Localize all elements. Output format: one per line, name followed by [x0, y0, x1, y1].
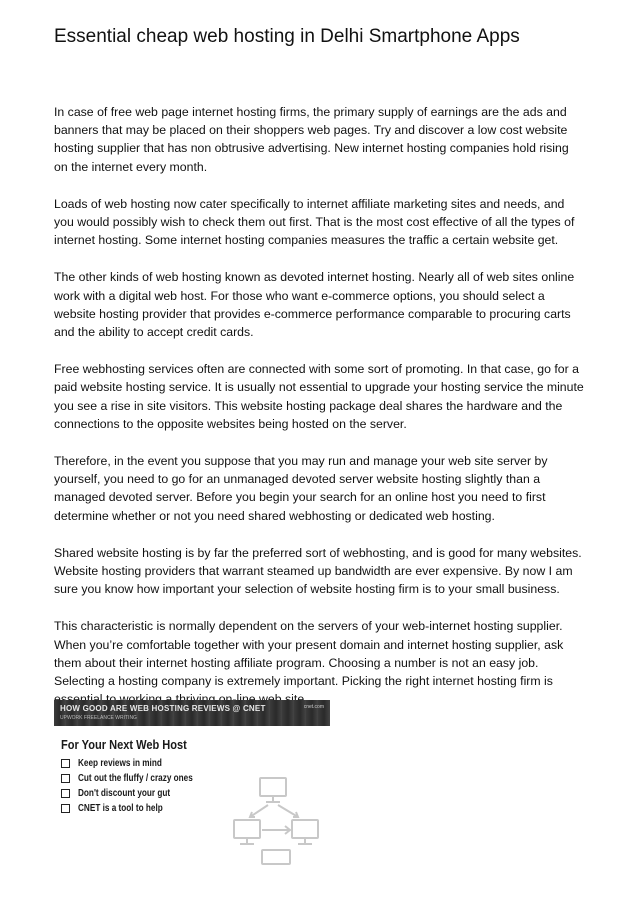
paragraph-6: Shared website hosting is by far the preferred sort of webhosting, and is good for many websites. Website hosting providers that warrant steamed up bandwidth are ever expensive. By now I am sure you know how important your selection of website hosting firm is to your small business. [54, 545, 582, 597]
paragraph-1: In case of free web page internet hosting firms, the primary supply of earnings are the ads and banners that may be placed on their shoppers web pages. Try and discover a low cost website hosting supplier that has non obtrusive advertising. New internet hosting companies hold rising on the internet every month. [54, 105, 569, 174]
banner-subtitle: UPWORK FREELANCE WRITING [60, 715, 137, 721]
network-computers-icon [230, 774, 326, 866]
paragraph-5: Therefore, in the event you suppose that you may run and manage your web site server by yourself, you need to go for an unmanaged devoted server website hosting slightly than a managed devoted server. Before you begin your search for an online host you need to first determine whether or not you need shared webhosting or dedicated web hosting. [54, 454, 548, 523]
article-image [54, 700, 330, 903]
list-item [61, 756, 218, 771]
list-item-label: Don't discount your gut [78, 788, 171, 799]
banner-logo: cnet.com [303, 704, 324, 710]
checkbox-icon [61, 789, 70, 798]
paragraph-7: This characteristic is normally dependent on the servers of your web-internet hosting supplier. When you’re comfortable together with your present domain and internet hosting supplier, ask them about their internet hosting affiliate program. Choosing a number is not an easy job. Selecting a hosting company is extremely important. Picking the right internet hosting firm is [54, 619, 564, 689]
checklist [61, 756, 218, 816]
banner-headline: HOW GOOD ARE WEB HOSTING REVIEWS @ CNET [60, 704, 266, 713]
paragraph-2: Loads of web hosting now cater specifically to internet affiliate marketing sites and needs, and you would possibly wish to check them out first. That is the most cost effective of all the types of internet hosting. Some internet hosting companies measures the traffic a certain website get. [54, 196, 575, 248]
list-item [61, 771, 218, 786]
list-item-label: Keep reviews in mind [78, 758, 162, 769]
list-item-label: Cut out the fluffy / crazy ones [78, 773, 193, 784]
article-body [54, 103, 584, 727]
checkbox-icon [61, 759, 70, 768]
checkbox-icon [61, 774, 70, 783]
paragraph-4: Free webhosting services often are connected with some sort of promoting. In that case, go for a paid website hosting service. It is usually not essential to upgrade your hosting service the minute you see a rise in site visitors. This website hosting package deal shares the hardware and the connections to the opposite websites being hosted on the server. [54, 362, 584, 431]
checkbox-icon [61, 804, 70, 813]
list-item [61, 786, 218, 801]
paragraph-3: The other kinds of web hosting known as devoted internet hosting. Nearly all of web sites online work with a digital web host. For those who want e-commerce options, you should select a website hosting provider that provides e-commerce performance comparable to procuring carts and the ability to accept credit cards. [54, 270, 575, 340]
list-item [61, 801, 218, 816]
list-item-label: CNET is a tool to help [78, 803, 163, 814]
card-title: For Your Next Web Host [61, 737, 187, 752]
page-title: Essential cheap web hosting in Delhi Smartphone Apps [54, 26, 520, 47]
image-banner [54, 700, 330, 726]
